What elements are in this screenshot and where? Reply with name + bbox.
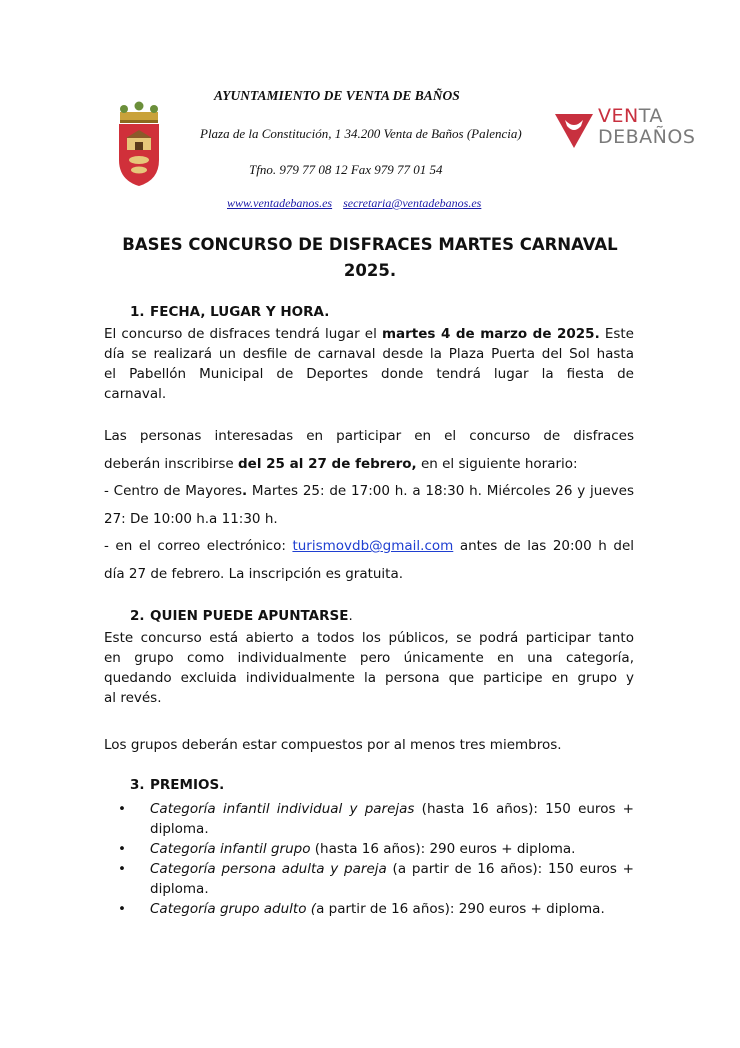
section-1-title: FECHA, LUGAR Y HORA. xyxy=(150,304,330,320)
section-2-paragraph-2: Los grupos deberán estar compuestos por al menos tres miembros. xyxy=(104,737,562,753)
section-1-paragraph-1 xyxy=(104,324,634,404)
email-link[interactable]: secretaria@ventadebanos.es xyxy=(343,196,482,210)
document-title xyxy=(100,232,640,284)
prize-item: • Categoría persona adulta y pareja (a partir de 16 años): 150 euros + diploma. xyxy=(118,861,634,897)
section-1-heading xyxy=(130,304,329,320)
prize-item: • Categoría grupo adulto (a partir de 16 años): 290 euros + diploma. xyxy=(118,901,605,917)
s1p2-line-2: deberán inscribirse del 25 al 27 de febrero, en el siguiente horario: xyxy=(104,455,578,472)
section-2-number: 2. xyxy=(130,608,145,624)
section-2-paragraph-1 xyxy=(104,628,634,708)
section-2-heading xyxy=(130,608,353,624)
s1p2-line-3: - Centro de Mayores. Martes 25: de 17:00 h. a 18:30 h. Miércoles 26 y jueves xyxy=(104,483,634,499)
s1p2-line-1: Las personas interesadas en participar en el concurso de disfraces xyxy=(104,428,634,444)
s1p1-line-2: día se realizará un desfile de carnaval desde la Plaza Puerta del Sol hasta xyxy=(104,346,634,362)
section-3-number: 3. xyxy=(130,777,145,793)
prize-item: • Categoría infantil grupo (hasta 16 años): 290 euros + diploma. xyxy=(118,841,576,857)
logo-part-3: DE xyxy=(598,126,626,148)
website-link[interactable]: www.ventadebanos.es xyxy=(227,196,333,210)
s2p1-line-2: en grupo como individualmente pero únicamente en una categoría, xyxy=(104,650,634,666)
prize-item: • Categoría infantil individual y parejas (hasta 16 años): 150 euros + diploma. xyxy=(118,801,634,837)
title-line-2: 2025. xyxy=(343,261,397,280)
municipality-address: Plaza de la Constitución, 1 34.200 Venta de Baños (Palencia) xyxy=(200,126,522,141)
s1p2-line-5: - en el correo electrónico: turismovdb@gmail.com antes de las 20:00 h del xyxy=(104,538,635,554)
s1p2-line-4: 27: De 10:00 h.a 11:30 h. xyxy=(104,510,278,527)
section-1-number: 1. xyxy=(130,304,145,320)
s2p1-line-1: Este concurso está abierto a todos los públicos, se podrá participar tanto xyxy=(104,630,634,646)
s1p1-line-3: el Pabellón Municipal de Deportes donde tendrá lugar la fiesta de xyxy=(104,366,634,382)
section-2-title: QUIEN PUEDE APUNTARSE xyxy=(150,608,349,624)
tourism-email-link[interactable]: turismovdb@gmail.com xyxy=(292,538,454,554)
s1p1-line-1: El concurso de disfraces tendrá lugar el martes 4 de marzo de 2025. Este xyxy=(104,326,634,342)
logo-part-1: VEN xyxy=(598,105,639,127)
logo-part-2: TA xyxy=(638,105,663,127)
municipality-phone: Tfno. 979 77 08 12 Fax 979 77 01 54 xyxy=(249,162,443,177)
section-2-title-dot: . xyxy=(348,608,353,624)
s1p1-line-4: carnaval. xyxy=(104,386,167,402)
section-3-heading xyxy=(130,777,224,793)
logo-wordmark xyxy=(598,106,695,148)
s1p2-line-6: día 27 de febrero. La inscripción es gratuita. xyxy=(104,565,404,582)
prizes-list xyxy=(104,799,634,919)
municipality-name: AYUNTAMIENTO DE VENTA DE BAÑOS xyxy=(214,88,460,103)
section-3-title: PREMIOS. xyxy=(150,777,225,793)
header-links xyxy=(227,196,489,211)
section-1-paragraph-2 xyxy=(104,423,634,588)
logo-part-4: BAÑOS xyxy=(625,126,696,148)
title-line-1: BASES CONCURSO DE DISFRACES MARTES CARNAVAL xyxy=(122,235,618,254)
s2p1-line-3: quedando excluida individualmente la persona que participe en grupo y xyxy=(104,670,634,686)
municipal-crest-icon xyxy=(114,100,164,186)
s2p1-line-4: al revés. xyxy=(104,690,162,706)
